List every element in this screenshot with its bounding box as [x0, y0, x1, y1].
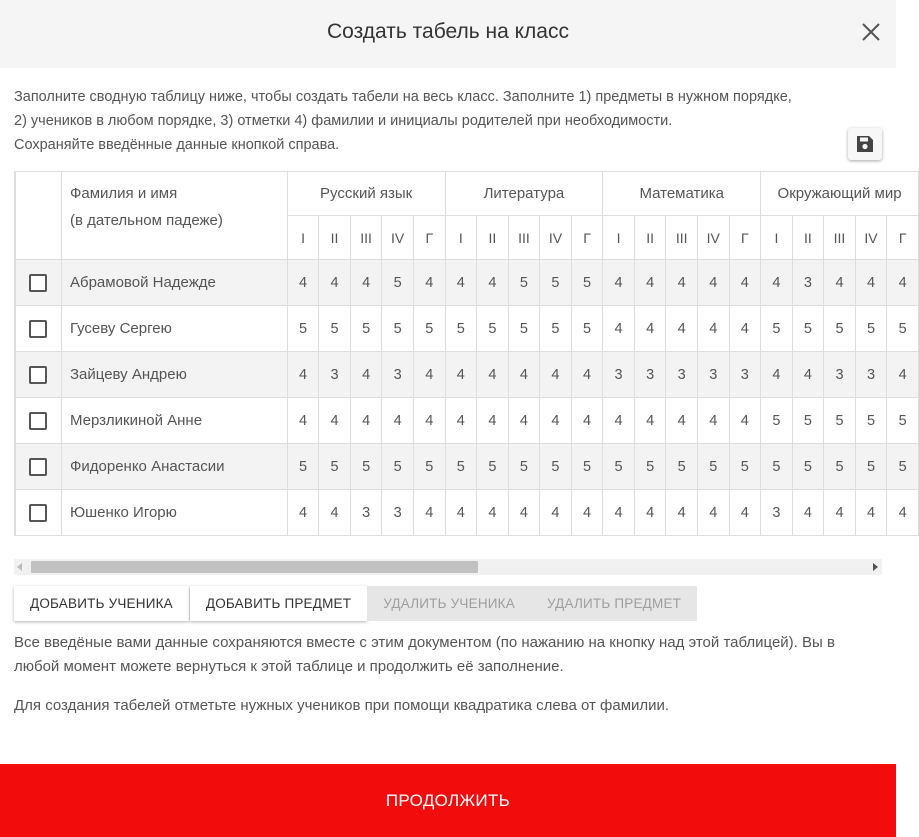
grade-cell[interactable]: 5 [508, 260, 540, 306]
period-header: II [792, 216, 824, 260]
grade-cell[interactable]: 3 [319, 352, 351, 398]
grade-cell[interactable]: 5 [382, 444, 414, 490]
grade-cell[interactable]: 4 [287, 260, 319, 306]
save-button[interactable] [848, 128, 882, 160]
grade-cell[interactable]: 5 [792, 398, 824, 444]
table-actions [14, 586, 697, 620]
grade-cell[interactable]: 5 [824, 444, 856, 490]
period-header: IV [540, 216, 572, 260]
grade-cell[interactable]: 4 [603, 306, 635, 352]
period-header: III [666, 216, 698, 260]
period-header: Г [571, 216, 603, 260]
name-header-line-2: (в дательном падеже) [69, 212, 223, 229]
grade-cell[interactable]: 4 [540, 398, 572, 444]
intro-line-2: 2) учеников в любом порядке, 3) отметки 4) фамилии и инициалы родителей при необходимости. [14, 113, 673, 129]
grade-cell[interactable]: 4 [792, 490, 824, 536]
grade-cell[interactable]: 5 [319, 306, 351, 352]
floppy-disk-icon [856, 135, 874, 153]
grade-cell[interactable]: 5 [413, 306, 445, 352]
period-header: I [603, 216, 635, 260]
grade-cell[interactable]: 4 [666, 398, 698, 444]
grade-cell[interactable]: 4 [477, 398, 509, 444]
grade-cell[interactable]: 5 [887, 398, 919, 444]
table-row [16, 352, 919, 398]
period-header: I [287, 216, 319, 260]
name-header-line-1: Фамилия и имя [69, 185, 178, 202]
close-icon[interactable] [860, 21, 882, 43]
table-row [16, 490, 919, 536]
period-header: III [350, 216, 382, 260]
grade-cell[interactable]: 4 [477, 490, 509, 536]
grades-table [15, 171, 919, 536]
student-name-cell[interactable]: Абрамовой Надежде [61, 260, 287, 306]
grade-cell[interactable]: 5 [477, 306, 509, 352]
grade-cell[interactable]: 3 [382, 490, 414, 536]
student-checkbox[interactable] [29, 366, 47, 384]
student-checkbox[interactable] [29, 504, 47, 522]
grade-cell[interactable]: 5 [445, 306, 477, 352]
grade-cell[interactable]: 5 [761, 306, 793, 352]
grade-cell[interactable]: 4 [603, 260, 635, 306]
period-header: IV [697, 216, 729, 260]
grade-cell[interactable]: 4 [319, 398, 351, 444]
name-column-header[interactable] [61, 172, 287, 260]
scroll-right-arrow-icon[interactable] [873, 563, 878, 571]
grade-cell[interactable]: 4 [540, 352, 572, 398]
grade-cell[interactable]: 5 [571, 306, 603, 352]
grade-cell[interactable]: 4 [634, 260, 666, 306]
grade-cell[interactable]: 4 [824, 490, 856, 536]
period-header: I [761, 216, 793, 260]
grade-cell[interactable]: 4 [666, 260, 698, 306]
student-checkbox[interactable] [29, 458, 47, 476]
grade-cell[interactable]: 4 [508, 352, 540, 398]
student-name-cell[interactable]: Мерзликиной Анне [61, 398, 287, 444]
period-header: I [445, 216, 477, 260]
grade-cell[interactable]: 5 [382, 306, 414, 352]
grade-cell[interactable]: 5 [887, 444, 919, 490]
student-name-cell[interactable]: Юшенко Игорю [61, 490, 287, 536]
grade-cell[interactable]: 5 [540, 444, 572, 490]
row-select-cell [16, 352, 62, 398]
grade-cell[interactable]: 5 [477, 444, 509, 490]
save-info-text: Все введёные вами данные сохраняются вместе с этим документом (по нажанию на кнопку над этой таблицей). Вы в любой момент можете вернуться к этой таблице и продолжить её заполнение. [14, 634, 835, 675]
grade-cell[interactable]: 5 [603, 444, 635, 490]
grade-cell[interactable]: 4 [603, 398, 635, 444]
grade-cell[interactable]: 4 [697, 260, 729, 306]
grades-table-viewport[interactable] [14, 171, 907, 536]
subject-header[interactable]: Окружающий мир [761, 172, 919, 216]
grade-cell[interactable]: 3 [761, 490, 793, 536]
grade-cell[interactable]: 4 [287, 352, 319, 398]
grade-cell[interactable]: 4 [634, 398, 666, 444]
grade-cell[interactable]: 4 [697, 398, 729, 444]
subject-header-row [16, 172, 919, 216]
grade-cell[interactable]: 4 [477, 352, 509, 398]
grade-cell[interactable]: 4 [697, 306, 729, 352]
add-subject-button[interactable]: ДОБАВИТЬ ПРЕДМЕТ [190, 586, 367, 621]
grade-cell[interactable]: 4 [382, 398, 414, 444]
grade-cell[interactable]: 4 [350, 352, 382, 398]
grade-cell[interactable]: 4 [413, 260, 445, 306]
grade-cell[interactable]: 3 [697, 352, 729, 398]
grade-cell[interactable]: 4 [413, 490, 445, 536]
table-row [16, 444, 919, 490]
grade-cell[interactable]: 5 [824, 398, 856, 444]
grade-cell[interactable]: 4 [287, 490, 319, 536]
intro-line-1: Заполните сводную таблицу ниже, чтобы создать табели на весь класс. Заполните 1) предметы в нужном порядке, [14, 89, 792, 105]
period-header: Г [729, 216, 761, 260]
grade-cell[interactable]: 5 [508, 444, 540, 490]
grade-cell[interactable]: 3 [824, 352, 856, 398]
dialog-header [0, 0, 896, 68]
grade-cell[interactable]: 4 [634, 490, 666, 536]
student-name-cell[interactable]: Гусеву Сергею [61, 306, 287, 352]
grade-cell[interactable]: 4 [634, 306, 666, 352]
grade-cell[interactable]: 4 [887, 352, 919, 398]
grade-cell[interactable]: 4 [540, 490, 572, 536]
grade-cell[interactable]: 5 [350, 306, 382, 352]
grade-cell[interactable]: 4 [729, 306, 761, 352]
grade-cell[interactable]: 5 [761, 398, 793, 444]
grade-cell[interactable]: 4 [571, 352, 603, 398]
grade-cell[interactable]: 4 [571, 398, 603, 444]
period-header: II [634, 216, 666, 260]
intro-text [14, 85, 854, 157]
table-row [16, 306, 919, 352]
period-header: Г [887, 216, 919, 260]
grade-cell[interactable]: 5 [413, 444, 445, 490]
grade-cell[interactable]: 4 [445, 490, 477, 536]
grade-cell[interactable]: 4 [413, 352, 445, 398]
period-header: IV [855, 216, 887, 260]
student-checkbox[interactable] [29, 320, 47, 338]
grade-cell[interactable]: 5 [287, 444, 319, 490]
subject-header[interactable]: Математика [603, 172, 761, 216]
grade-cell[interactable]: 4 [287, 398, 319, 444]
grade-cell[interactable]: 4 [761, 260, 793, 306]
horizontal-scrollbar[interactable] [14, 559, 882, 575]
student-name-cell[interactable]: Зайцеву Андрею [61, 352, 287, 398]
dialog-title: Создать табель на класс [327, 20, 569, 43]
grade-cell[interactable]: 5 [855, 306, 887, 352]
period-header: II [477, 216, 509, 260]
grade-cell[interactable]: 4 [666, 490, 698, 536]
grade-cell[interactable]: 5 [729, 444, 761, 490]
grade-cell[interactable]: 4 [508, 398, 540, 444]
row-select-cell [16, 306, 62, 352]
row-select-cell [16, 398, 62, 444]
row-select-cell [16, 444, 62, 490]
grade-cell[interactable]: 4 [413, 398, 445, 444]
grade-cell[interactable]: 5 [445, 444, 477, 490]
continue-button[interactable]: ПРОДОЛЖИТЬ [0, 764, 896, 837]
grade-cell[interactable]: 5 [382, 260, 414, 306]
grade-cell[interactable]: 5 [792, 306, 824, 352]
table-row [16, 260, 919, 306]
grade-cell[interactable]: 5 [855, 444, 887, 490]
grade-cell[interactable]: 5 [571, 260, 603, 306]
scroll-left-arrow-icon[interactable] [17, 563, 22, 571]
grade-cell[interactable]: 4 [350, 260, 382, 306]
grade-cell[interactable]: 5 [887, 306, 919, 352]
scroll-thumb[interactable] [31, 561, 478, 573]
grade-cell[interactable]: 4 [887, 490, 919, 536]
grade-cell[interactable]: 5 [792, 444, 824, 490]
grade-cell[interactable]: 3 [603, 352, 635, 398]
grade-cell[interactable]: 3 [666, 352, 698, 398]
delete-student-button: УДАЛИТЬ УЧЕНИКА [367, 586, 531, 621]
grade-cell[interactable]: 4 [729, 398, 761, 444]
grade-cell[interactable]: 4 [666, 306, 698, 352]
grade-cell[interactable]: 5 [350, 444, 382, 490]
grade-cell[interactable]: 4 [729, 490, 761, 536]
table-row [16, 398, 919, 444]
grade-cell[interactable]: 5 [540, 306, 572, 352]
grade-cell[interactable]: 4 [319, 260, 351, 306]
grade-cell[interactable]: 4 [350, 398, 382, 444]
grade-cell[interactable]: 4 [697, 490, 729, 536]
select-info-text: Для создания табелей отметьте нужных учеников при помощи квадратика слева от фамилии. [14, 697, 670, 714]
grade-cell[interactable]: 4 [855, 260, 887, 306]
grade-cell[interactable]: 3 [792, 260, 824, 306]
subject-header[interactable]: Русский язык [287, 172, 445, 216]
student-checkbox[interactable] [29, 274, 47, 292]
grade-cell[interactable]: 5 [540, 260, 572, 306]
grade-cell[interactable]: 4 [603, 490, 635, 536]
grade-cell[interactable]: 4 [445, 398, 477, 444]
row-select-cell [16, 490, 62, 536]
grade-cell[interactable]: 4 [761, 352, 793, 398]
grade-cell[interactable]: 3 [855, 352, 887, 398]
grade-cell[interactable]: 3 [350, 490, 382, 536]
grade-cell[interactable]: 3 [382, 352, 414, 398]
add-student-button[interactable]: ДОБАВИТЬ УЧЕНИКА [14, 586, 189, 621]
grade-cell[interactable]: 3 [634, 352, 666, 398]
grade-cell[interactable]: 5 [697, 444, 729, 490]
grade-cell[interactable]: 4 [445, 260, 477, 306]
grade-cell[interactable]: 5 [855, 398, 887, 444]
grade-cell[interactable]: 4 [445, 352, 477, 398]
student-name-cell[interactable]: Фидоренко Анастасии [61, 444, 287, 490]
grades-table-body [16, 260, 919, 536]
grade-cell[interactable]: 5 [824, 306, 856, 352]
period-header: III [824, 216, 856, 260]
period-header: Г [413, 216, 445, 260]
grade-cell[interactable]: 5 [508, 306, 540, 352]
student-checkbox[interactable] [29, 412, 47, 430]
grade-cell[interactable]: 4 [855, 490, 887, 536]
intro-line-3: Сохраняйте введённые данные кнопкой справа. [14, 137, 340, 153]
delete-subject-button: УДАЛИТЬ ПРЕДМЕТ [531, 586, 697, 621]
subject-header[interactable]: Литература [445, 172, 603, 216]
grade-cell[interactable]: 5 [634, 444, 666, 490]
grade-cell[interactable]: 4 [792, 352, 824, 398]
grade-cell[interactable]: 4 [887, 260, 919, 306]
period-header: III [508, 216, 540, 260]
grade-cell[interactable]: 5 [666, 444, 698, 490]
period-header: IV [382, 216, 414, 260]
grade-cell[interactable]: 5 [761, 444, 793, 490]
grade-cell[interactable]: 5 [571, 444, 603, 490]
grade-cell[interactable]: 3 [729, 352, 761, 398]
period-header: II [319, 216, 351, 260]
grade-cell[interactable]: 4 [477, 260, 509, 306]
checkbox-column-header [16, 172, 62, 260]
grade-cell[interactable]: 4 [319, 490, 351, 536]
grade-cell[interactable]: 5 [287, 306, 319, 352]
grade-cell[interactable]: 4 [571, 490, 603, 536]
row-select-cell [16, 260, 62, 306]
grade-cell[interactable]: 4 [508, 490, 540, 536]
grade-cell[interactable]: 4 [729, 260, 761, 306]
grade-cell[interactable]: 4 [824, 260, 856, 306]
grade-cell[interactable]: 5 [319, 444, 351, 490]
